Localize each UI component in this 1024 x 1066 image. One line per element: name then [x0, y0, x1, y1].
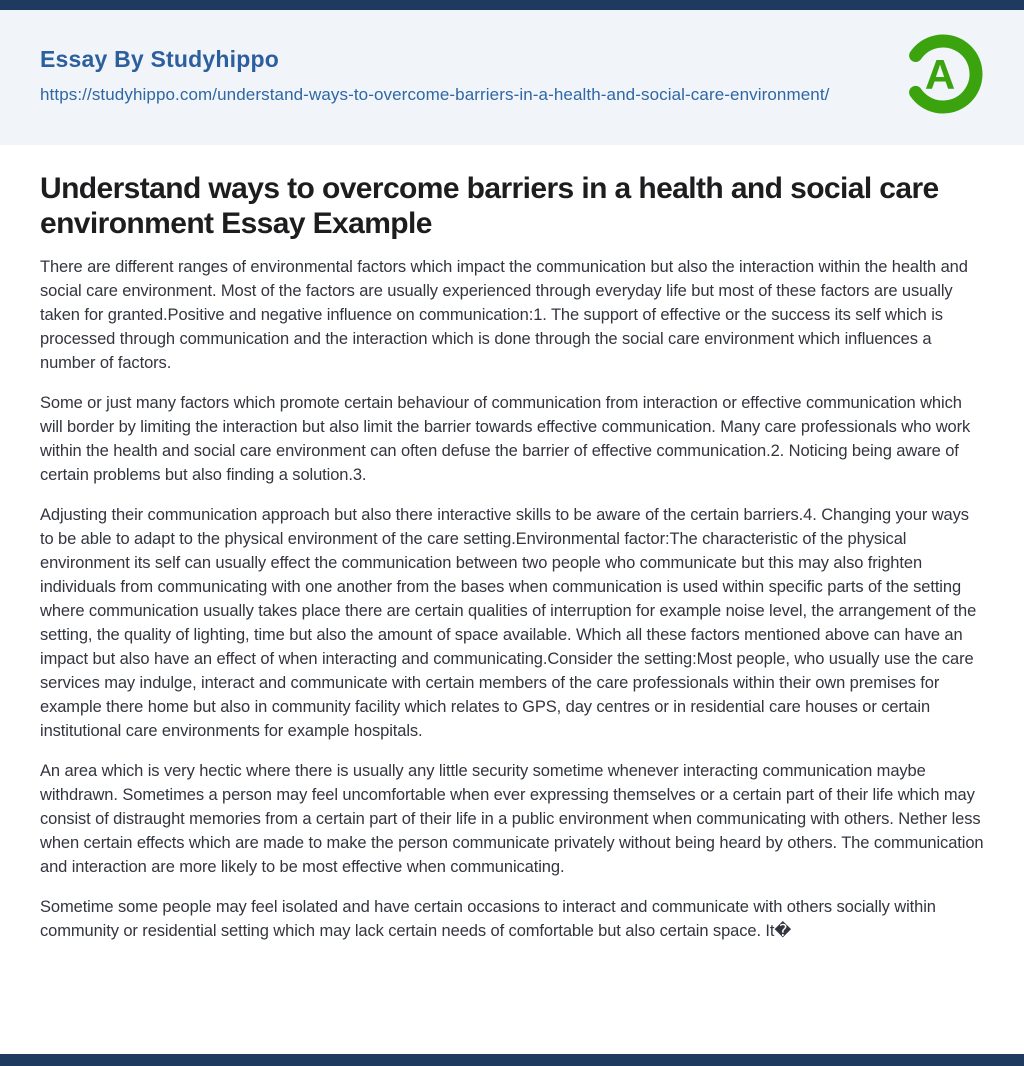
page-header — [0, 10, 1024, 145]
arc-a-logo-icon — [900, 28, 986, 120]
essay-paragraph-1: There are different ranges of environmental factors which impact the communication but also the interaction within the health and social care environment. Most of the factors are usually experienced through everyday life but most of these factors are usually taken for granted.Positive and negative influence on communication:1. The support of effective or the success its self which is processed through communication and the interaction which is done through the social care environment which influences a number of factors. — [40, 258, 968, 372]
site-title: Essay By Studyhippo — [40, 46, 279, 72]
studyhippo-logo — [900, 28, 986, 120]
essay-url-link[interactable]: https://studyhippo.com/understand-ways-to-overcome-barriers-in-a-health-and-social-care-environment/ — [40, 85, 830, 104]
essay-paragraph-4: An area which is very hectic where there is usually any little security sometime whenever interacting communication maybe withdrawn. Sometimes a person may feel uncomfortable when ever expressing themselves or a certain part of their life which may consist of distraught memories from a certain part of their life in a public environment when communicating with others. Nether less when certain effects which are made to make the person communicate privately without being heard by others. The communication and interaction are more likely to be most effective when communicating. — [40, 762, 984, 876]
essay-paragraph-3: Adjusting their communication approach but also there interactive skills to be aware of the certain barriers.4. Changing your ways to be able to adapt to the physical environment of the care setting.Environmental factor:The characteristic of the physical environment its self can usually effect the communication between two people who communicate but this may also frighten individuals from communicating with one another from the bases when communication is used within specific parts of the setting where communication usually takes place there are certain qualities of interruption for example noise level, the arrangement of the setting, the quality of lighting, time but also the amount of space available. Which all these factors mentioned above can have an impact but also have an effect of when interacting and communicating.Consider the setting:Most people, who usually use the care services may indulge, interact and communicate with certain members of the care professionals within their own premises for example there home but also in community facility which relates to GPS, day centres or in residential care houses or certain institutional care environments for example hospitals. — [40, 506, 977, 740]
article-title: Understand ways to overcome barriers in a health and social care environment Essay Example — [40, 172, 939, 240]
logo-letter: A — [924, 51, 956, 98]
essay-paragraph-5: Sometime some people may feel isolated and have certain occasions to interact and communicate with others socially within community or residential setting which may lack certain needs of comfortable but also certain space. It� — [40, 898, 936, 940]
essay-content — [0, 145, 1024, 959]
bottom-edge-bar — [0, 1054, 1024, 1066]
top-edge-bar — [0, 0, 1024, 10]
essay-paragraph-2: Some or just many factors which promote certain behaviour of communication from interaction or effective communication which will border by limiting the interaction but also limit the barrier towards effective communication. Many care professionals who work within the health and social care environment can often defuse the barrier of effective communication.2. Noticing being aware of certain problems but also finding a solution.3. — [40, 394, 971, 484]
